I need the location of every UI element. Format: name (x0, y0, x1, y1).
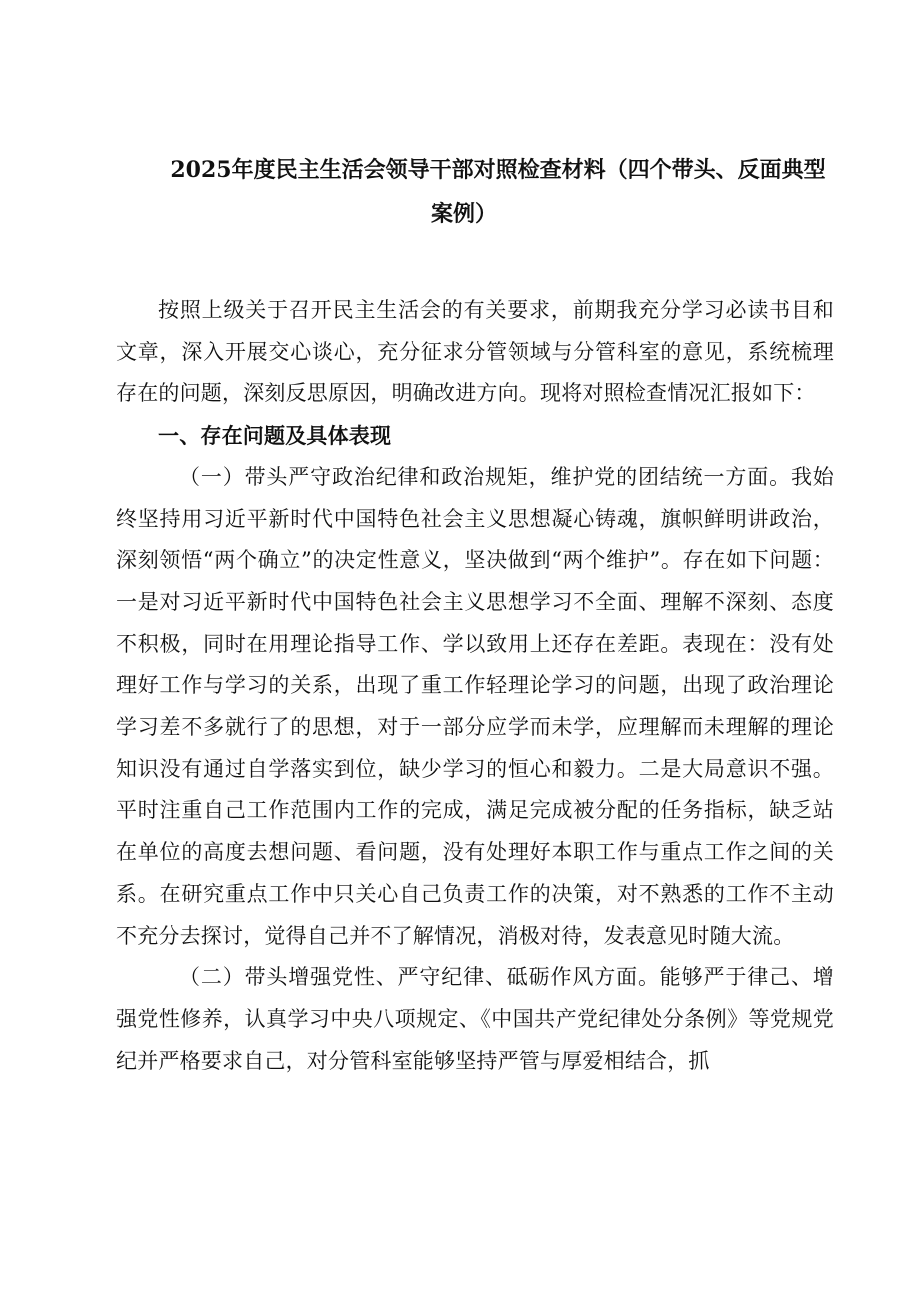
intro-paragraph: 按照上级关于召开民主生活会的有关要求，前期我充分学习必读书目和文章，深入开展交心谈心，充分征求分管领域与分管科室的意见，系统梳理存在的问题，深刻反思原因，明确改进方向。现将对照检查情况汇报如下： (116, 298, 834, 406)
paragraph-1: （一）带头严守政治纪律和政治规矩，维护党的团结统一方面。我始终坚持用习近平新时代中国特色社会主义思想凝心铸魂，旗帜鲜明讲政治，深刻领悟“两个确立”的决定性意义，坚决做到“两个维护”。存在如下问题：一是对习近平新时代中国特色社会主义思想学习不全面、理解不深刻、态度不积极，同时在用理论指导工作、学以致用上还存在差距。表现在：没有处理好工作与学习的关系，出现了重工作轻理论学习的问题，出现了政治理论学习差不多就行了的思想，对于一部分应学而未学，应理解而未理解的理论知识没有通过自学落实到位，缺少学习的恒心和毅力。二是大局意识不强。平时注重自己工作范围内工作的完成，满足完成被分配的任务指标，缺乏站在单位的高度去想问题、看问题，没有处理好本职工作与重点工作之间的关系。在研究重点工作中只关心自己负责工作的决策，对不熟悉的工作不主动不充分去探讨，觉得自己并不了解情况，消极对待，发表意见时随大流。 (116, 464, 834, 948)
document-title (0, 148, 920, 236)
paragraph-2: （二）带头增强党性、严守纪律、砥砺作风方面。能够严于律己、增强党性修养，认真学习中央八项规定、《中国共产党纪律处分条例》等党规党纪并严格要求自己，对分管科室能够坚持严管与厚爱相结合，抓 (116, 965, 834, 1073)
section-heading: 一、存在问题及具体表现 (158, 423, 392, 449)
document-body (116, 290, 834, 1082)
title-line-1: 2025年度民主生活会领导干部对照检查材料（四个带头、反面典型 (170, 157, 826, 183)
title-line-2: 案例） (430, 201, 497, 227)
